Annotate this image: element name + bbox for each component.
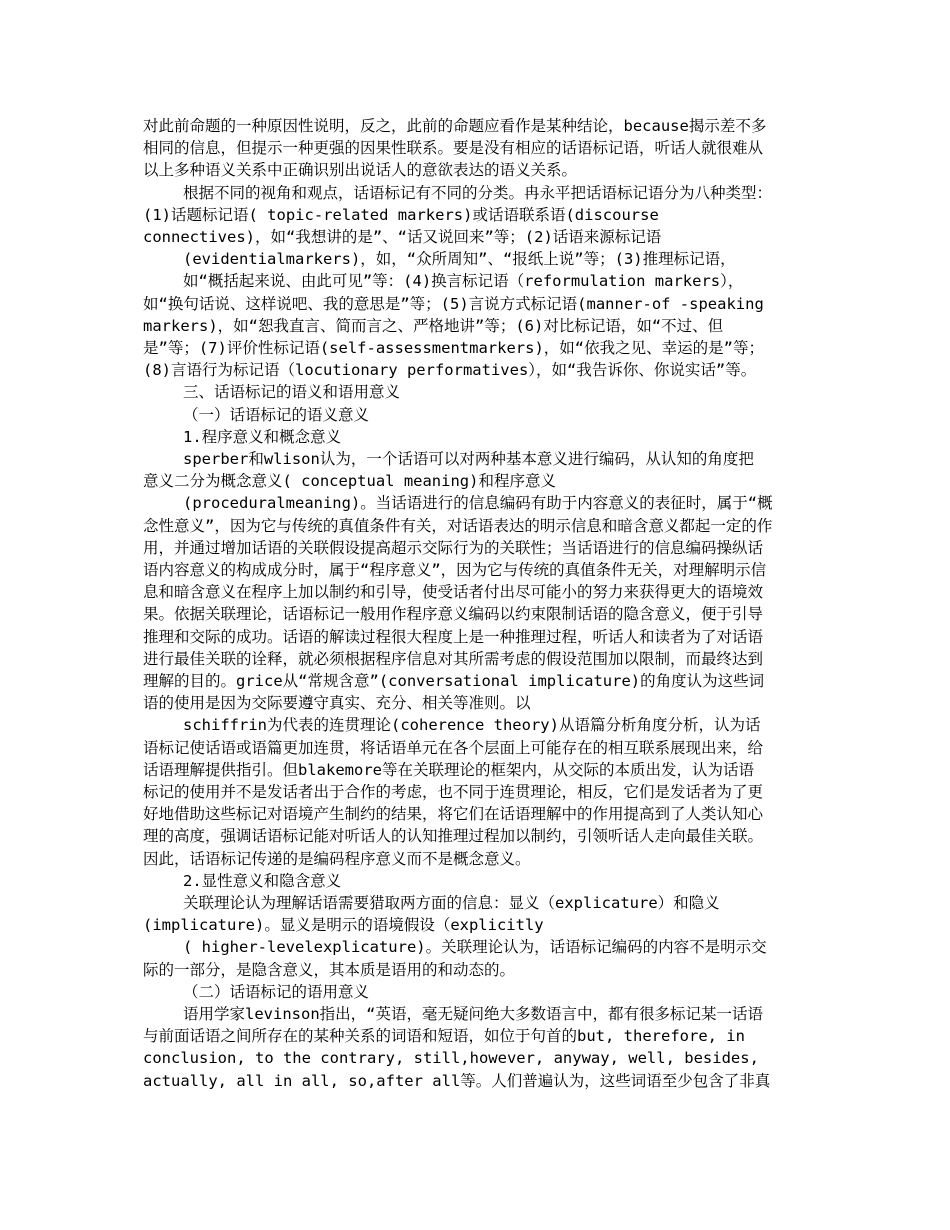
paragraph-line: connectives)，如“我想讲的是”、“话又说回来”等；(2)话语来源标记语 <box>143 228 662 246</box>
paragraph-line: 话语理解提供指引。但blakemore等在关联理论的框架内，从交际的本质出发，认为话语 <box>143 760 754 779</box>
paragraph-line: 对此前命题的一种原因性说明，反之，此前的命题应看作是某种结论，because揭示差不多 <box>143 117 767 135</box>
subsubsection-heading: 2.显性意义和隐含意义 <box>183 871 342 890</box>
paragraph-line: conclusion, to the contrary, still,however, anyway, well, besides, <box>143 1049 759 1068</box>
paragraph-line: ( higher-levelexplicature)。关联理论认为，话语标记编码的内容不是明示交 <box>183 938 767 957</box>
paragraph-line: (implicature)。显义是明示的语境假设（explicitly <box>143 916 544 935</box>
paragraph-line: 关联理论认为理解话语需要猎取两方面的信息：显义（explicature）和隐义 <box>183 894 720 912</box>
paragraph-line: 相同的信息，但提示一种更强的因果性联系。要是没有相应的话语标记语，听话人就很难从 <box>143 139 764 158</box>
subsection-heading: （二）话语标记的语用意义 <box>183 982 370 1001</box>
section-heading: 三、话语标记的语义和语用意义 <box>183 383 401 402</box>
paragraph-line: 推理和交际的成功。话语的解读过程很大程度上是一种推理过程，听话人和读者为了对话语 <box>143 627 764 646</box>
paragraph-line: 以上多种语义关系中正确识别出说话人的意欲表达的语义关系。 <box>143 161 578 180</box>
subsubsection-heading: 1.程序意义和概念意义 <box>183 427 342 446</box>
paragraph-line: 因此，话语标记传递的是编码程序意义而不是概念意义。 <box>143 849 531 868</box>
paragraph-line: 际的一部分，是隐含意义，其本质是语用的和动态的。 <box>143 960 516 979</box>
paragraph-line: 如“概括起来说、由此可见”等：(4)换言标记语（reformulation markers）， <box>183 272 744 291</box>
paragraph-line: 与前面话语之间所存在的某种关系的词语和短语，如位于句首的but, therefore, in <box>143 1027 745 1046</box>
paragraph-line: 理的高度，强调话语标记能对听话人的认知推理过程加以制约，引领听话人走向最佳关联。 <box>143 827 764 846</box>
paragraph-line: 用，并通过增加话语的关联假设提高超示交际行为的关联性；当话语进行的信息编码操纵话 <box>143 538 764 557</box>
paragraph-line: 念性意义”，因为它与传统的真值条件有关，对话语表达的明示信息和暗含意义都起一定的作 <box>143 516 773 535</box>
paragraph-line: 意义二分为概念意义( conceptual meaning)和程序意义 <box>143 472 556 491</box>
paragraph-line: 如“换句话说、这样说吧、我的意思是”等；(5)言说方式标记语(manner-of -speaking <box>143 294 764 313</box>
paragraph-line: (8)言语行为标记语（locutionary performatives），如“我告诉你、你说实话”等。 <box>143 361 757 380</box>
paragraph-line: sperber和wlison认为，一个话语可以对两种基本意义进行编码，从认知的角度把 <box>183 450 754 468</box>
paragraph-line: 进行最佳关联的诠释，就必须根据程序信息对其所需考虑的假设范围加以限制，而最终达到 <box>143 649 764 668</box>
paragraph-line: (evidentialmarkers)，如，“众所周知”、“报纸上说”等；(3)推理标记语， <box>183 250 736 269</box>
paragraph-line: (1)话题标记语( topic-related markers)或话语联系语(discourse <box>143 205 659 224</box>
paragraph-line: schiffrin为代表的连贯理论(coherence theory)从语篇分析角度分析，认为话 <box>183 716 761 735</box>
paragraph-line: 是”等；(7)评价性标记语(self-assessmentmarkers)，如“依我之见、幸运的是”等； <box>143 339 764 357</box>
paragraph-line: 语内容意义的构成成分时，属于“程序意义”，因为它与传统的真值条件无关，对理解明示信 <box>143 561 767 579</box>
paragraph-line: actually, all in all, so,after all等。人们普遍认为，这些词语至少包含了非真 <box>143 1071 771 1090</box>
paragraph-line: (proceduralmeaning)。当话语进行的信息编码有助于内容意义的表征时，属于“概 <box>183 494 773 513</box>
paragraph-line: 语用学家levinson指出，“英语，毫无疑问绝大多数语言中，都有很多标记某一话语 <box>183 1005 763 1023</box>
paragraph-line: 标记的使用并不是发话者出于合作的考虑，也不同于连贯理论，相反，它们是发话者为了更 <box>143 783 764 801</box>
paragraph-line: 息和暗含意义在程序上加以制约和引导，使受话者付出尽可能小的努力来获得更大的语境效 <box>143 583 764 602</box>
paragraph-line: 理解的目的。grice从“常规含意”(conversational implicature)的角度认为这些词 <box>143 672 765 690</box>
paragraph-line: 根据不同的视角和观点，话语标记有不同的分类。冉永平把话语标记语分为八种类型： <box>183 183 773 202</box>
paragraph-line: 果。依据关联理论，话语标记一般用作程序意义编码以约束限制话语的隐含意义，便于引导 <box>143 605 764 624</box>
subsection-heading: （一）话语标记的语义意义 <box>183 405 370 424</box>
paragraph-line: 语的使用是因为交际要遵守真实、充分、相关等准则。以 <box>143 694 531 713</box>
paragraph-line: 语标记使话语或语篇更加连贯，将话语单元在各个层面上可能存在的相互联系展现出来，给 <box>143 738 764 757</box>
paragraph-line: markers)，如“恕我直言、简而言之、严格地讲”等；(6)对比标记语，如“不过、但 <box>143 316 724 335</box>
paragraph-line: 好地借助这些标记对语境产生制约的结果，将它们在话语理解中的作用提高到了人类认知心 <box>143 805 764 824</box>
